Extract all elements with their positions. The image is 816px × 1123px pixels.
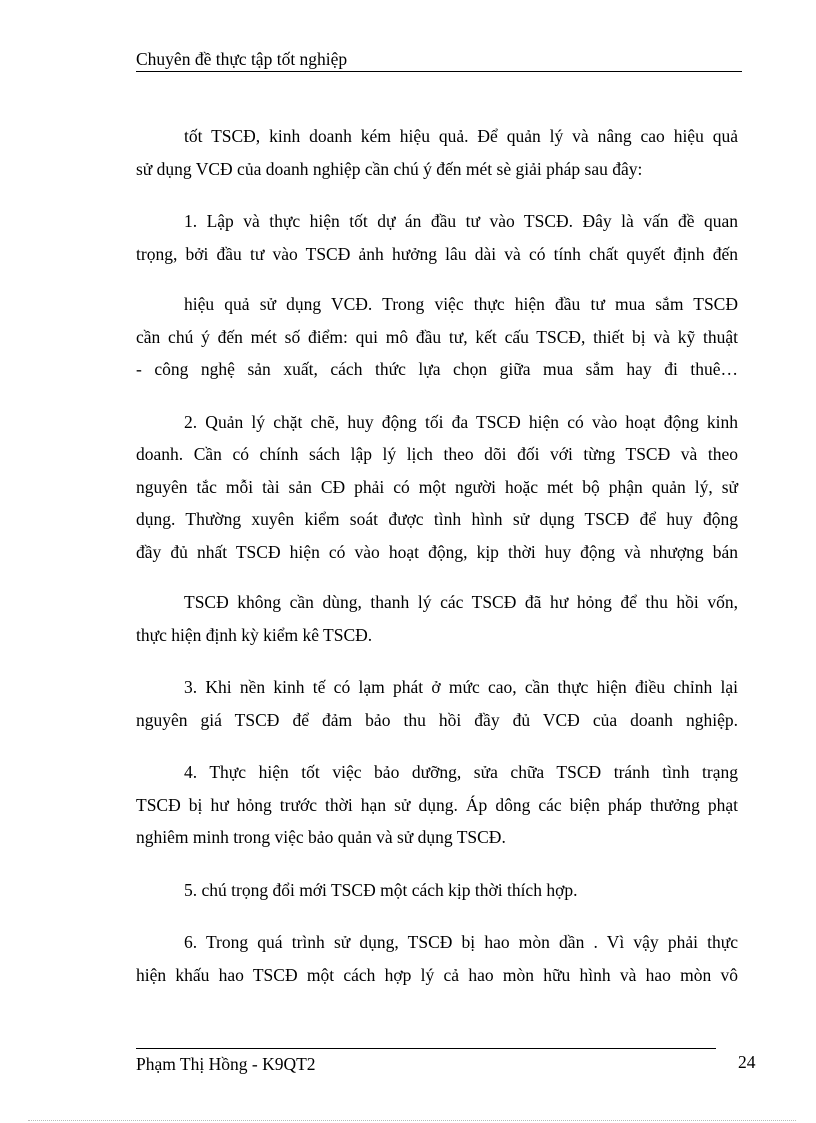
- text-line: cần chú ý đến mét số điểm: qui mô đầu tư, kết cấu TSCĐ, thiết bị và kỹ thuật: [136, 326, 738, 347]
- text-line: trọng, bởi đầu tư vào TSCĐ ảnh hưởng lâu dài và có tính chất quyết định đến: [136, 243, 738, 264]
- paragraph-intro: [136, 120, 738, 185]
- header-title: Chuyên đề thực tập tốt nghiệp: [136, 49, 348, 69]
- footer-rule: [136, 1048, 716, 1049]
- page-number: 24: [738, 1052, 756, 1072]
- text-line: 6. Trong quá trình sử dụng, TSCĐ bị hao mòn dần . Vì vậy phải thực: [184, 932, 738, 952]
- text-line: 2. Quản lý chặt chẽ, huy động tối đa TSCĐ hiện có vào hoạt động kinh: [184, 411, 738, 432]
- text-line: 1. Lập và thực hiện tốt dự án đầu tư vào TSCĐ. Đây là vấn đề quan: [184, 211, 738, 231]
- text-line: hiệu quả sử dụng VCĐ. Trong việc thực hiện đầu tư mua sắm TSCĐ: [184, 294, 738, 314]
- page-boundary: [28, 1120, 796, 1121]
- footer-author: Phạm Thị Hồng - K9QT2: [136, 1054, 316, 1074]
- paragraph-item-1: [136, 205, 738, 270]
- text-line: nguyên giá TSCĐ để đảm bảo thu hồi đầy đủ VCĐ của doanh nghiệp.: [136, 709, 738, 730]
- paragraph-item-1-cont: [136, 288, 738, 386]
- text-line: 5. chú trọng đổi mới TSCĐ một cách kịp thời thích hợp.: [184, 879, 578, 900]
- text-line: 3. Khi nền kinh tế có lạm phát ở mức cao, cần thực hiện điều chỉnh lại: [184, 677, 738, 697]
- paragraph-item-4: [136, 756, 738, 854]
- text-line: - công nghệ sản xuất, cách thức lựa chọn giữa mua sắm hay đi thuê…: [136, 359, 738, 379]
- text-line: đầy đủ nhất TSCĐ hiện có vào hoạt động, kịp thời huy động và nhượng bán: [136, 541, 738, 562]
- paragraph-item-2: [136, 406, 738, 569]
- text-line: nguyên tắc mỗi tài sản CĐ phải có một người hoặc mét bộ phận quản lý, sử: [136, 476, 738, 497]
- text-line: tốt TSCĐ, kinh doanh kém hiệu quả. Để quản lý và nâng cao hiệu quả: [184, 126, 738, 146]
- text-line: dụng. Thường xuyên kiểm soát được tình hình sử dụng TSCĐ để huy động: [136, 509, 738, 529]
- text-line: doanh. Cần có chính sách lập lý lịch theo dõi đối với từng TSCĐ và theo: [136, 444, 738, 464]
- body-text: [136, 120, 738, 991]
- paragraph-item-6: [136, 926, 738, 991]
- text-line: nghiêm minh trong việc bảo quản và sử dụng TSCĐ.: [136, 827, 506, 847]
- text-line: 4. Thực hiện tốt việc bảo dưỡng, sửa chữa TSCĐ tránh tình trạng: [184, 762, 738, 782]
- paragraph-item-3: [136, 671, 738, 736]
- page-header: [136, 49, 742, 72]
- paragraph-item-5: [136, 874, 738, 907]
- text-line: sử dụng VCĐ của doanh nghiệp cần chú ý đến mét sè giải pháp sau đây:: [136, 158, 643, 179]
- text-line: hiện khấu hao TSCĐ một cách hợp lý cả hao mòn hữu hình và hao mòn vô: [136, 964, 738, 985]
- text-line: TSCĐ không cần dùng, thanh lý các TSCĐ đã hư hỏng để thu hồi vốn,: [184, 592, 738, 612]
- paragraph-item-2-cont: [136, 586, 738, 651]
- text-line: TSCĐ bị hư hỏng trước thời hạn sử dụng. Áp dông các biện pháp thưởng phạt: [136, 794, 738, 815]
- text-line: thực hiện định kỳ kiểm kê TSCĐ.: [136, 624, 373, 645]
